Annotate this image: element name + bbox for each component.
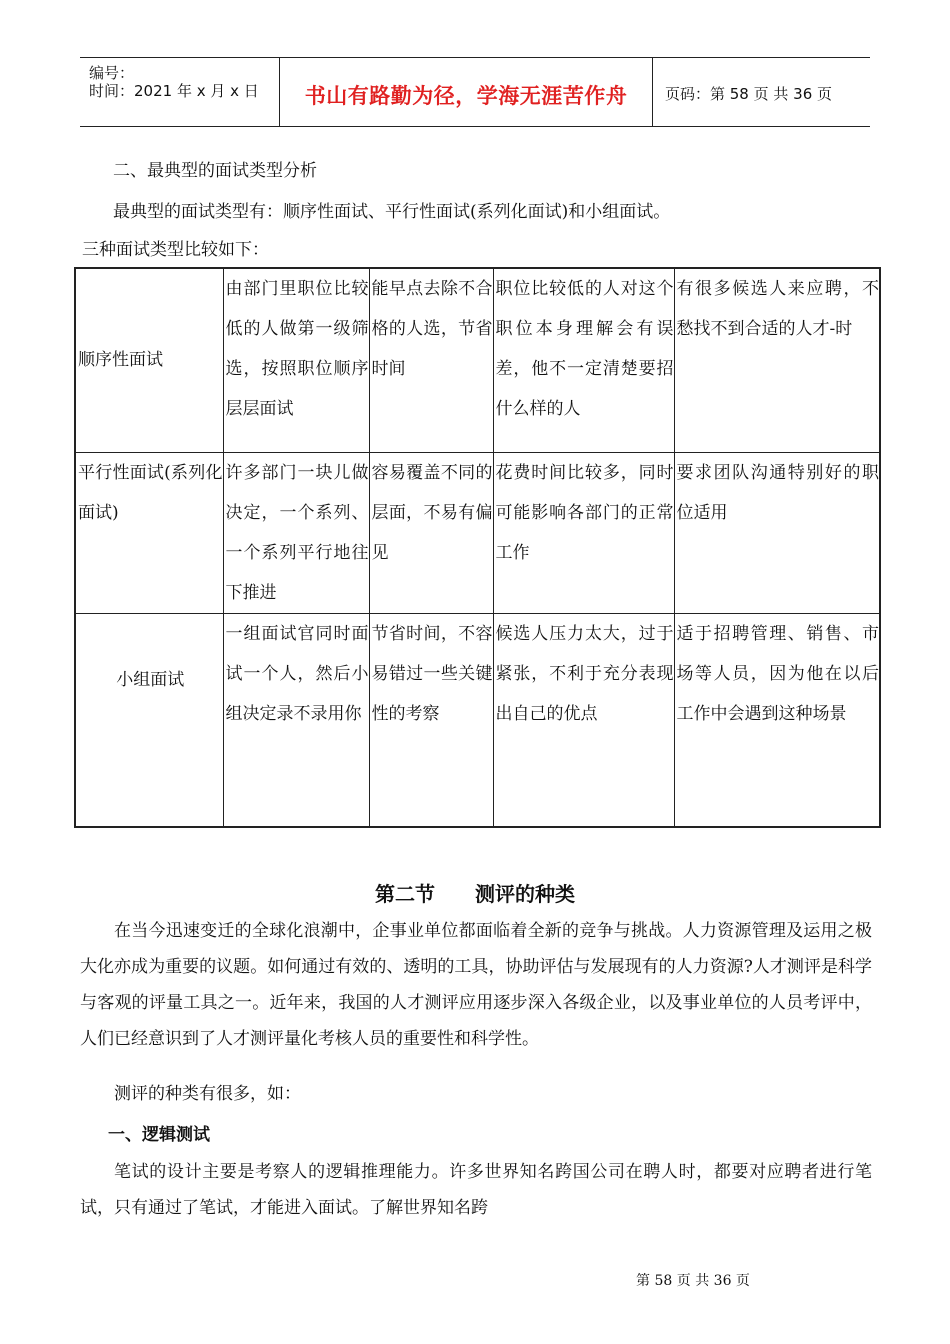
row-type — [75, 452, 223, 613]
row-method — [223, 613, 369, 827]
cell-text: 要求团队沟通特别好的职位适用 — [676, 462, 879, 523]
row-method — [223, 268, 369, 452]
header-time: 时间：2021 年 x 月 x 日 — [89, 82, 259, 100]
intro-paragraph: 最典型的面试类型有：顺序性面试、平行性面试(系列化面试)和小组面试。 — [113, 202, 671, 222]
cell-text: 适于招聘管理、销售、市场等人员，因为他在以后工作中会遇到这种场景 — [676, 623, 879, 724]
table-row — [75, 613, 880, 827]
row-disadvantage — [493, 613, 674, 827]
row-type — [75, 268, 223, 452]
table-row — [75, 268, 880, 452]
cell-text: 容易覆盖不同的层面，不易有偏见 — [371, 462, 493, 563]
cell-text: 小组面试 — [116, 669, 185, 690]
row-type — [75, 613, 223, 827]
body-paragraph: 在当今迅速变迁的全球化浪潮中，企事业单位都面临着全新的竞争与挑战。人力资源管理及运用之极大化亦成为重要的议题。如何通过有效的、透明的工具，协助评估与发展现有的人力资源?人才测评是科学与客观的评量工具之一。近年来，我国的人才测评应用逐步深入各级企业，以及事业单位的人员考评中，人们已经意识到了人才测评量化考核人员的重要性和科学性。 — [80, 921, 872, 1049]
row-advantage — [369, 613, 493, 827]
cell-text: 有很多候选人来应聘，不愁找不到合适的人才-时 — [676, 279, 879, 339]
header-motto: 书山有路勤为径，学海无涯苦作舟 — [304, 84, 628, 108]
cell-text: 平行性面试(系列化面试) — [78, 462, 223, 523]
table-row — [75, 452, 880, 613]
row-suitable — [674, 613, 880, 827]
cell-text: 能早点去除不合格的人选，节省时间 — [371, 279, 493, 379]
row-suitable — [674, 268, 880, 452]
header-number: 编号： — [89, 64, 135, 82]
page-header — [80, 57, 870, 127]
header-motto-cell — [280, 58, 653, 126]
cell-text: 顺序性面试 — [78, 350, 163, 371]
header-page-info: 页码：第 58 页 共 36 页 — [665, 85, 833, 103]
cell-text: 一组面试官同时面试一个人，然后小组决定录不录用你 — [225, 623, 369, 724]
cell-text: 职位比较低的人对这个职位本身理解会有误差，他不一定清楚要招什么样的人 — [495, 279, 674, 419]
row-disadvantage — [493, 452, 674, 613]
cell-text: 节省时间，不容易错过一些关键性的考察 — [371, 623, 493, 724]
body-paragraph: 测评的种类有很多，如： — [114, 1084, 301, 1104]
section-title: 第二节 测评的种类 — [375, 882, 575, 906]
row-method — [223, 452, 369, 613]
body-paragraph: 笔试的设计主要是考察人的逻辑推理能力。许多世界知名跨国公司在聘人时，都要对应聘者进行笔试，只有通过了笔试，才能进入面试。了解世界知名跨 — [80, 1162, 872, 1218]
cell-text: 候选人压力太大，过于紧张，不利于充分表现出自己的优点 — [495, 623, 674, 724]
subsection-heading: 一、逻辑测试 — [108, 1125, 210, 1145]
row-advantage — [369, 452, 493, 613]
cell-text: 许多部门一块儿做决定，一个系列、一个系列平行地往下推进 — [225, 462, 369, 603]
cell-text: 由部门里职位比较低的人做第一级筛选，按照职位顺序层层面试 — [225, 279, 369, 419]
table-caption: 三种面试类型比较如下： — [82, 240, 269, 260]
header-meta — [80, 58, 280, 126]
section-heading: 二、最典型的面试类型分析 — [113, 161, 317, 181]
page-footer: 第 58 页 共 36 页 — [636, 1273, 750, 1289]
header-page-cell — [653, 58, 870, 126]
row-suitable — [674, 452, 880, 613]
row-disadvantage — [493, 268, 674, 452]
interview-comparison-table — [74, 267, 881, 828]
row-advantage — [369, 268, 493, 452]
cell-text: 花费时间比较多，同时可能影响各部门的正常工作 — [495, 462, 674, 563]
